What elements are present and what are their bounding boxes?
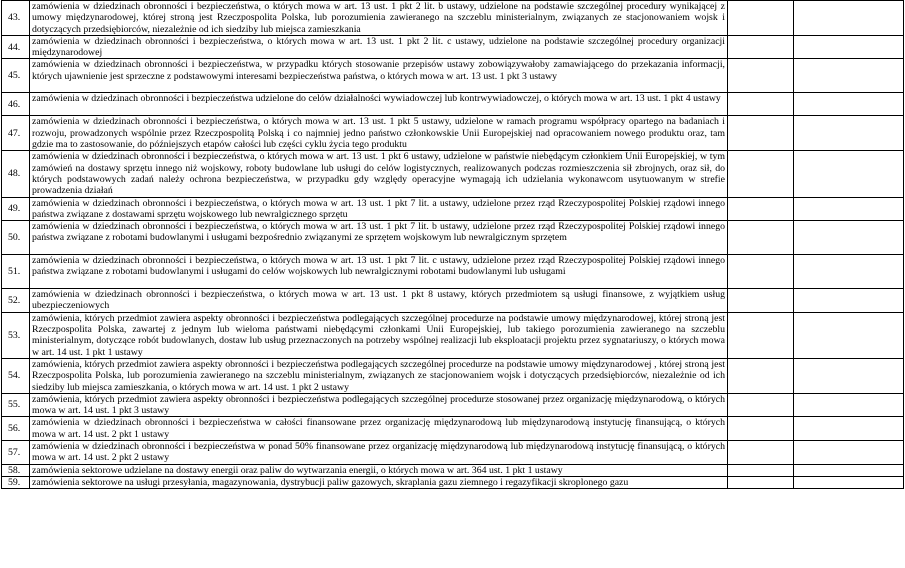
empty-cell-a <box>728 312 794 358</box>
empty-cell-b <box>794 116 904 151</box>
table-row <box>2 116 904 151</box>
row-number: 50. <box>2 221 30 255</box>
table-row <box>2 151 904 197</box>
table-row <box>2 197 904 221</box>
table-row <box>2 59 904 93</box>
empty-cell-b <box>794 417 904 441</box>
row-number: 53. <box>2 312 30 358</box>
empty-cell-a <box>728 116 794 151</box>
empty-cell-b <box>794 93 904 116</box>
empty-cell-a <box>728 417 794 441</box>
empty-cell-a <box>728 393 794 417</box>
table-row <box>2 312 904 358</box>
empty-cell-a <box>728 441 794 465</box>
row-description: zamówienia w dziedzinach obronności i bezpieczeństwa, o których mowa w art. 13 ust. 1 pkt 7 lit. b ustawy, udzielone przez rząd Rzeczypospolitej Polskiej rządowi innego państwa związane z robotami budowlanymi i usługami bezpośrednio związanymi ze sprzętem wojskowym lub newralgicznym sprzętem <box>30 221 728 255</box>
empty-cell-b <box>794 312 904 358</box>
row-number: 55. <box>2 393 30 417</box>
row-description: zamówienia w dziedzinach obronności i bezpieczeństwa w całości finansowane przez organizację międzynarodową lub międzynarodową instytucję finansującą, o których mowa w art. 14 ust. 2 pkt 1 ustawy <box>30 417 728 441</box>
row-description: zamówienia w dziedzinach obronności i bezpieczeństwa, o których mowa w art. 13 ust. 1 pkt 7 lit. a ustawy, udzielone przez rząd Rzeczypospolitej Polskiej rządowi innego państwa związane z dostawami sprzętu wojskowego lub newralgicznego sprzętu <box>30 197 728 221</box>
row-number: 59. <box>2 476 30 488</box>
row-number: 52. <box>2 289 30 313</box>
table-row <box>2 417 904 441</box>
empty-cell-b <box>794 59 904 93</box>
row-number: 49. <box>2 197 30 221</box>
empty-cell-b <box>794 441 904 465</box>
empty-cell-a <box>728 151 794 197</box>
empty-cell-b <box>794 464 904 476</box>
row-description: zamówienia w dziedzinach obronności i bezpieczeństwa, o których mowa w art. 13 ust. 1 pkt 8 ustawy, których przedmiotem są usługi finansowe, z wyjątkiem usług ubezpieczeniowych <box>30 289 728 313</box>
table-row <box>2 476 904 488</box>
table-row <box>2 1 904 36</box>
row-number: 54. <box>2 358 30 393</box>
row-description: zamówienia w dziedzinach obronności i bezpieczeństwa, o których mowa w art. 13 ust. 1 pkt 7 lit. c ustawy, udzielone przez rząd Rzeczypospolitej Polskiej rządowi innego państwa związane z robotami budowlanymi i usługami do celów wojskowych lub newralgicznymi robotami budowlanymi lub usługami <box>30 255 728 289</box>
table-row <box>2 358 904 393</box>
empty-cell-a <box>728 358 794 393</box>
row-description: zamówienia sektorowe udzielane na dostawy energii oraz paliw do wytwarzania energii, o których mowa w art. 364 ust. 1 pkt 1 ustawy <box>30 464 728 476</box>
empty-cell-b <box>794 1 904 36</box>
empty-cell-a <box>728 255 794 289</box>
empty-cell-a <box>728 221 794 255</box>
empty-cell-a <box>728 35 794 59</box>
row-number: 47. <box>2 116 30 151</box>
row-description: zamówienia w dziedzinach obronności i bezpieczeństwa w ponad 50% finansowane przez organizację międzynarodową lub międzynarodową instytucję finansującą, o których mowa w art. 14 ust. 2 pkt 2 ustawy <box>30 441 728 465</box>
row-number: 46. <box>2 93 30 116</box>
table-row <box>2 289 904 313</box>
row-description: zamówienia w dziedzinach obronności i bezpieczeństwa, w przypadku których stosowanie przepisów ustawy zobowiązywałoby zamawiającego do przekazania informacji, których ujawnienie jest sprzeczne z podstawowymi interesami bezpieczeństwa państwa, o których mowa w art. 13 ust. 1 pkt 3 ustawy <box>30 59 728 93</box>
row-number: 57. <box>2 441 30 465</box>
row-number: 44. <box>2 35 30 59</box>
row-number: 56. <box>2 417 30 441</box>
empty-cell-b <box>794 255 904 289</box>
row-number: 43. <box>2 1 30 36</box>
table-body <box>2 1 904 489</box>
empty-cell-a <box>728 197 794 221</box>
table-row <box>2 441 904 465</box>
empty-cell-b <box>794 221 904 255</box>
empty-cell-a <box>728 93 794 116</box>
empty-cell-a <box>728 464 794 476</box>
empty-cell-a <box>728 59 794 93</box>
row-description: zamówienia w dziedzinach obronności i bezpieczeństwa, o których mowa w art. 13 ust. 1 pkt 2 lit. b ustawy, udzielone na podstawie szczególnej procedury wynikającej z umowy międzynarodowej, której stroną jest Rzeczpospolita Polska, lub porozumienia zawieranego na szczeblu ministerialnym, związanych ze stacjonowaniem wojsk i dotyczących przedsiębiorców, niezależnie od ich siedziby lub miejsca zamieszkania <box>30 1 728 36</box>
row-number: 51. <box>2 255 30 289</box>
document-page <box>1 0 904 489</box>
row-description: zamówienia sektorowe na usługi przesyłania, magazynowania, dystrybucji paliw gazowych, skraplania gazu ziemnego i regazyfikacji skroplonego gazu <box>30 476 728 488</box>
row-description: zamówienia, których przedmiot zawiera aspekty obronności i bezpieczeństwa podlegających szczególnej procedurze na podstawie umowy międzynarodowej, której stroną jest Rzeczpospolita Polska, zawartej z jednym lub wieloma państwami niebędącymi członkami Unii Europejskiej, lub takiego porozumienia zawieranego na szczeblu ministerialnym, dotyczące robót budowlanych, dostaw lub usług przeznaczonych na potrzeby wspólnej realizacji lub eksploatacji projektu przez sygnatariuszy, o których mowa w art. 14 ust. 1 pkt 1 ustawy <box>30 312 728 358</box>
row-description: zamówienia w dziedzinach obronności i bezpieczeństwa, o których mowa w art. 13 ust. 1 pkt 5 ustawy, udzielone w ramach programu współpracy opartego na badaniach i rozwoju, prowadzonych wspólnie przez Rzeczpospolitą Polską i co najmniej jedno państwo członkowskie Unii Europejskiej nad opracowaniem nowego produktu oraz, tam gdzie ma to zastosowanie, do późniejszych etapów całości lub części cyklu życia tego produktu <box>30 116 728 151</box>
empty-cell-b <box>794 35 904 59</box>
table-row <box>2 393 904 417</box>
table-row <box>2 93 904 116</box>
table-row <box>2 464 904 476</box>
table-row <box>2 255 904 289</box>
empty-cell-a <box>728 289 794 313</box>
empty-cell-b <box>794 151 904 197</box>
row-description: zamówienia w dziedzinach obronności i bezpieczeństwa udzielone do celów działalności wywiadowczej lub kontrwywiadowczej, o których mowa w art. 13 ust. 1 pkt 4 ustawy <box>30 93 728 116</box>
table-row <box>2 221 904 255</box>
row-description: zamówienia w dziedzinach obronności i bezpieczeństwa, o których mowa w art. 13 ust. 1 pkt 6 ustawy, udzielone w państwie niebędącym członkiem Unii Europejskiej, w tym zamówień na dostawy sprzętu innego niż wojskowy, roboty budowlane lub usługi do celów logistycznych, realizowanych podczas rozmieszczenia sił zbrojnych, oraz sił, do których podstawowych zadań należy ochrona bezpieczeństwa, w przypadku gdy względy operacyjne wymagają ich udzielania wykonawcom usytuowanym w strefie prowadzenia działań <box>30 151 728 197</box>
row-description: zamówienia w dziedzinach obronności i bezpieczeństwa, o których mowa w art. 13 ust. 1 pkt 2 lit. c ustawy, udzielone na podstawie szczególnej procedury organizacji międzynarodowej <box>30 35 728 59</box>
procurement-table <box>1 0 904 489</box>
empty-cell-a <box>728 476 794 488</box>
row-number: 58. <box>2 464 30 476</box>
row-description: zamówienia, których przedmiot zawiera aspekty obronności i bezpieczeństwa podlegających szczególnej procedurze na podstawie umowy międzynarodowej , której stroną jest Rzeczpospolita Polska, lub porozumienia zawieranego na szczeblu ministerialnym, związanych ze stacjonowaniem wojsk i dotyczących przedsiębiorców, niezależnie od ich siedziby lub miejsca zamieszkania, o których mowa w art. 14 ust. 1 pkt 2 ustawy <box>30 358 728 393</box>
row-description: zamówienia, których przedmiot zawiera aspekty obronności i bezpieczeństwa podlegających szczególnej procedurze stosowanej przez organizację międzynarodową, o których mowa w art. 14 ust. 1 pkt 3 ustawy <box>30 393 728 417</box>
table-row <box>2 35 904 59</box>
empty-cell-b <box>794 393 904 417</box>
empty-cell-b <box>794 358 904 393</box>
empty-cell-b <box>794 289 904 313</box>
row-number: 48. <box>2 151 30 197</box>
empty-cell-b <box>794 197 904 221</box>
empty-cell-a <box>728 1 794 36</box>
empty-cell-b <box>794 476 904 488</box>
row-number: 45. <box>2 59 30 93</box>
